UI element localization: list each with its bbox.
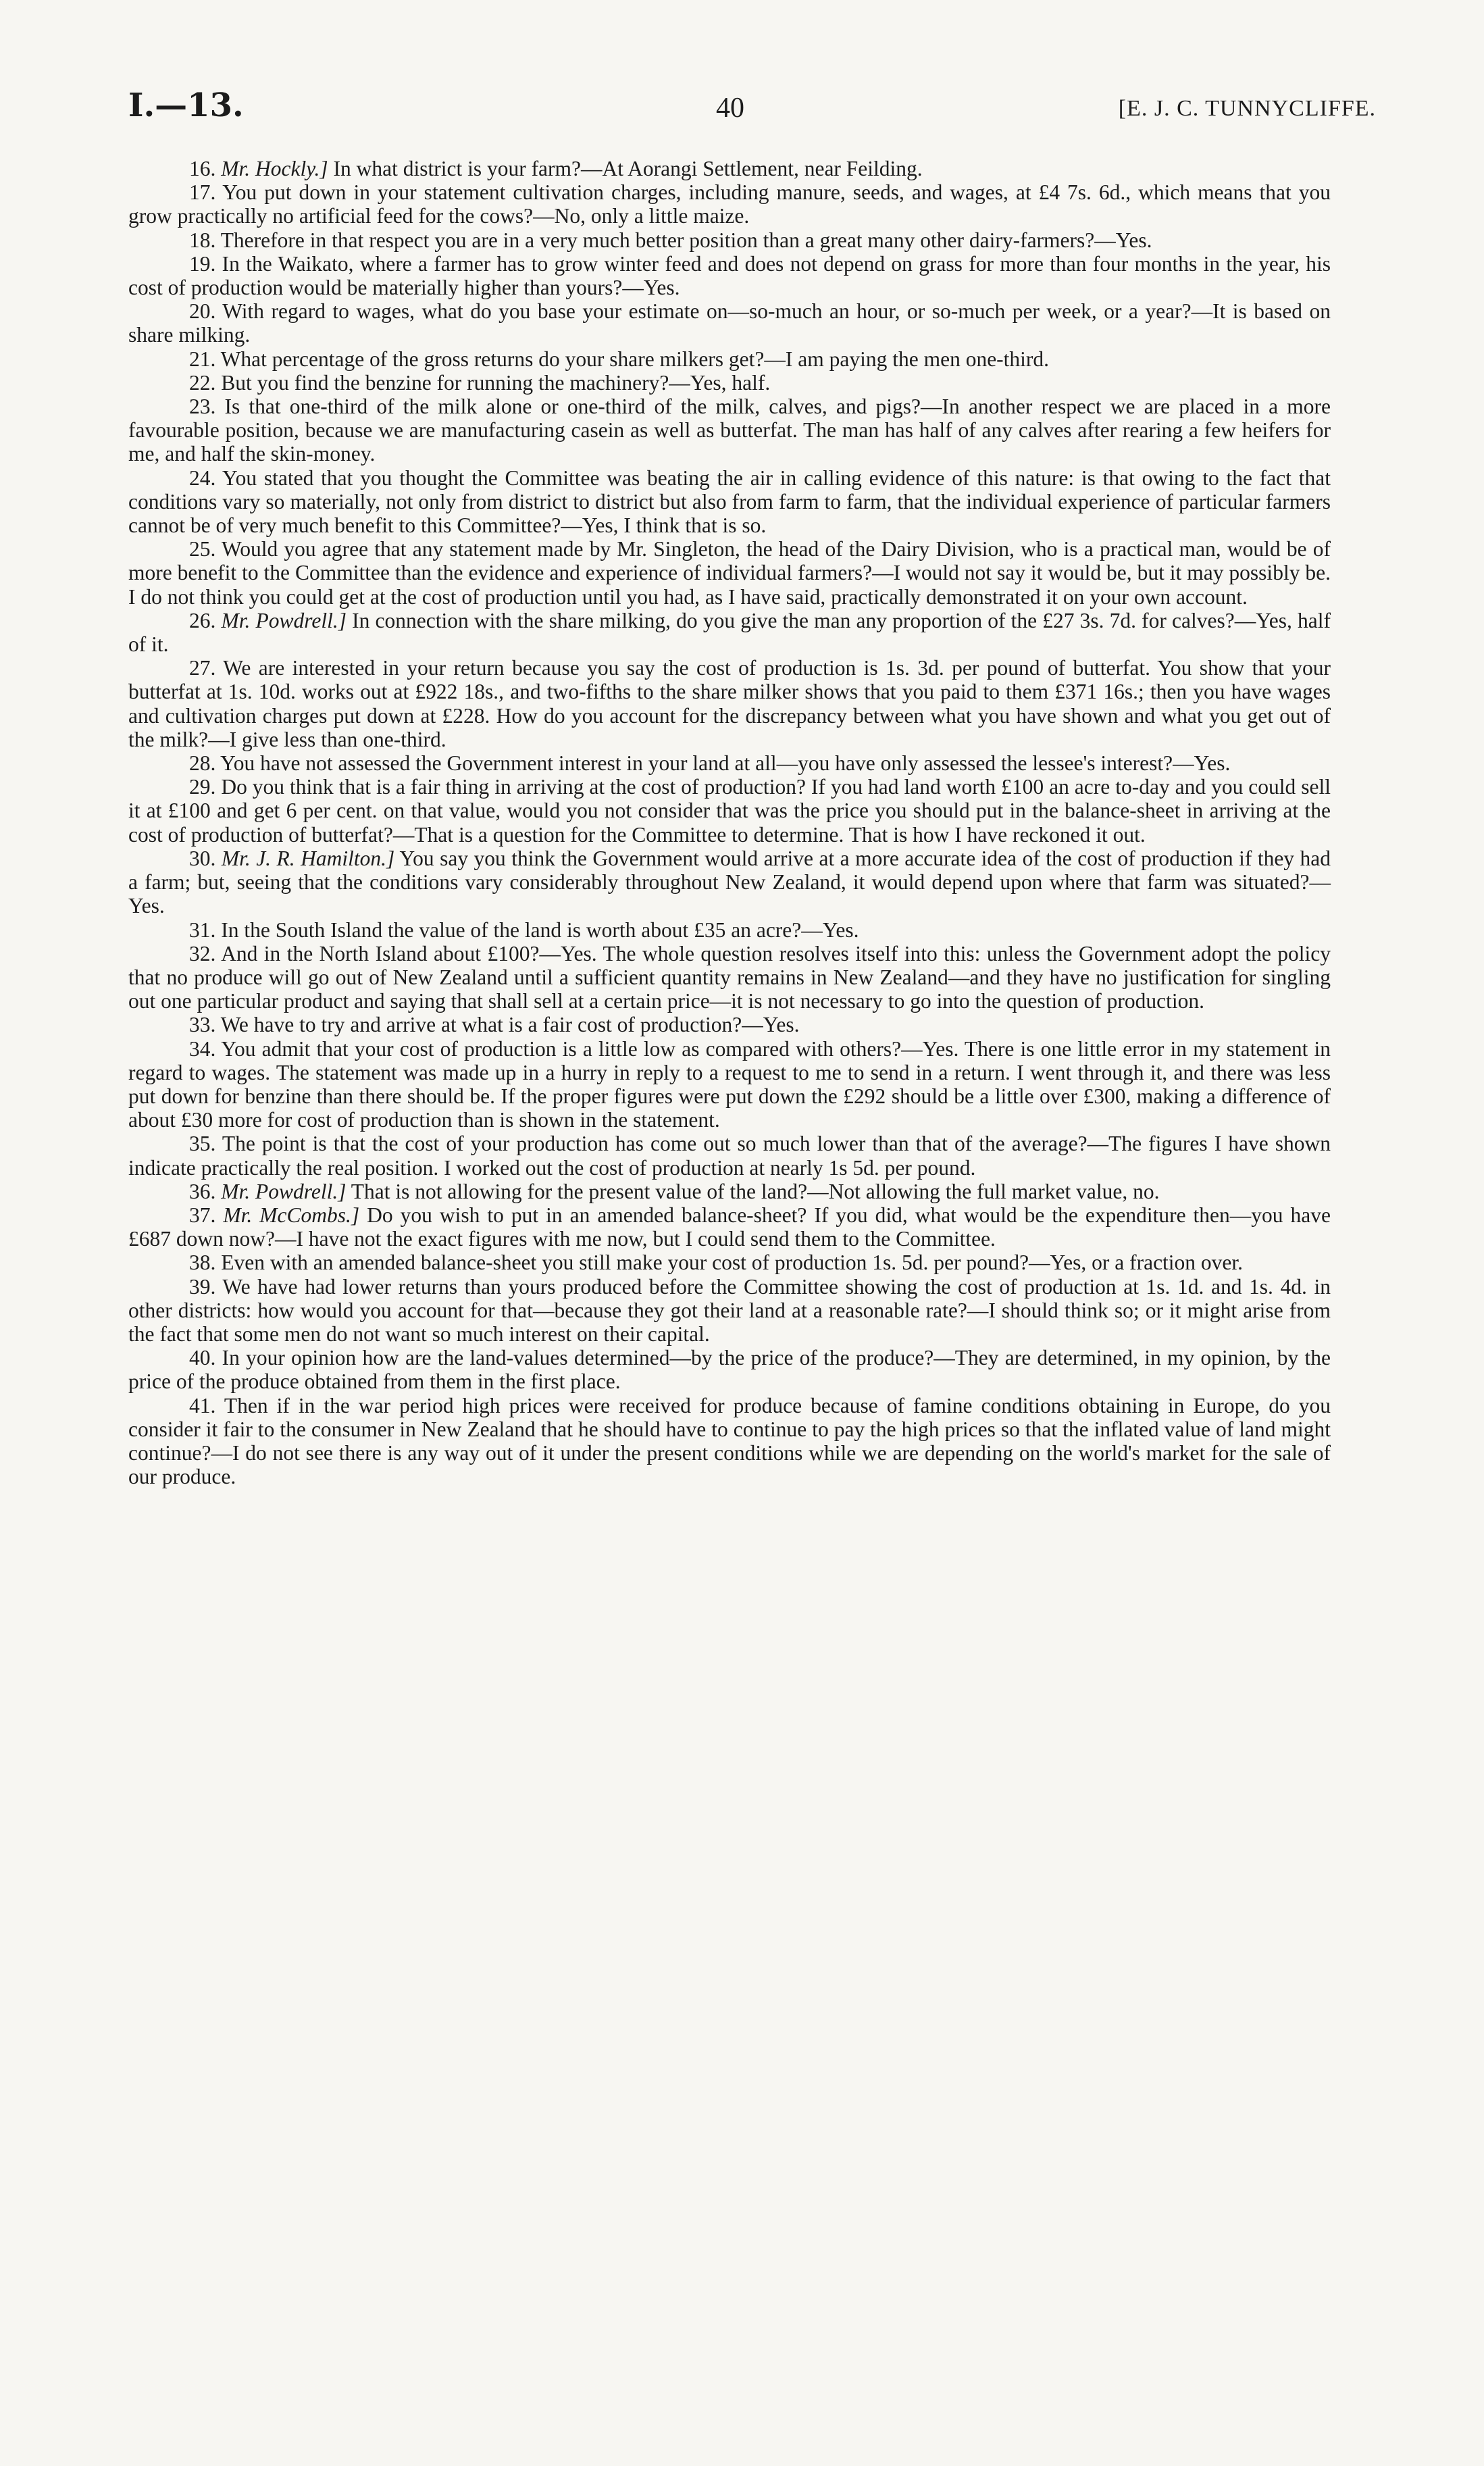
question-paragraph [128,157,1331,180]
question-number: 30. [189,846,216,870]
question-number: 24. [189,465,216,490]
question-text: In the Waikato, where a farmer has to grow winter feed and does not depend on grass for more than four months in the year, his cost of production would be materially higher than yours?—Yes. [128,251,1331,300]
speaker-name: Mr. Powdrell.] [221,608,347,632]
question-paragraph [128,847,1331,918]
question-number: 38. [189,1251,216,1275]
question-number: 19. [189,251,216,276]
question-paragraph [128,656,1331,751]
question-text: You have not assessed the Government interest in your land at all—you have only assessed the lessee's interest?—Yes. [220,751,1231,776]
question-paragraph [128,942,1331,1013]
question-number: 36. [189,1179,216,1203]
question-text: In the South Island the value of the land is worth about £35 an acre?—Yes. [221,917,859,942]
question-text: We are interested in your return because you say the cost of production is 1s. 3d. per pound of butterfat. You show that your butterfat at 1s. 10d. works out at £922 18s., and two-fifths to the share milker shows that you paid to them £371 16s.; then you have wages and cultivation charges put down at £228. How do you account for the discrepancy between what you have shown and what you get out of the milk?—I give less than one-third. [128,656,1331,751]
question-text: Do you think that is a fair thing in arriving at the cost of production? If you had land worth £100 an acre to-day and you could sell it at £100 and get 6 per cent. on that value, would you not consider that was the price you should put in the balance-sheet in arriving at the cost of production of butterfat?—That is a question for the Committee to determine. That is how I have reckoned it out. [128,775,1331,847]
question-number: 20. [189,299,216,324]
question-paragraph [128,609,1331,656]
question-text: Then if in the war period high prices were received for produce because of famine conditions obtaining in Europe, do you consider it fair to the consumer in New Zealand that he should have to continue to pay the high prices so that the inflated value of land might continue?—I do not see there is any way out of it under the present conditions while we are depending on the world's market for the sale of our produce. [128,1393,1331,1489]
question-paragraph [128,1203,1331,1251]
question-text: Do you wish to put in an amended balance-sheet? If you did, what would be the expenditure then—you have £687 down now?—I have not the exact figures with me now, but I could send them to the Committee. [128,1203,1331,1251]
question-number: 18. [189,228,216,252]
question-number: 17. [189,180,216,205]
question-number: 35. [189,1132,216,1156]
question-text: In your opinion how are the land-values determined—by the price of the produce?—They are determined, in my opinion, by the price of the produce obtained from them in the first place. [128,1346,1331,1394]
question-number: 25. [189,537,216,561]
question-text: Even with an amended balance-sheet you still make your cost of production 1s. 5d. per pound?—Yes, or a fraction over. [221,1251,1244,1275]
question-paragraph [128,1132,1331,1179]
question-paragraph [128,228,1331,252]
question-paragraph [128,299,1331,347]
question-paragraph [128,537,1331,609]
question-text: The point is that the cost of your production has come out so much lower than that of the average?—The figures I have shown indicate practically the real position. I worked out the cost of production at nearly 1s 5d. per pound. [128,1132,1331,1180]
question-number: 28. [189,751,216,776]
witness-name: [E. J. C. TUNNYCLIFFE. [1118,96,1376,121]
speaker-name: Mr. Powdrell.] [221,1179,347,1203]
speaker-name: Mr. J. R. Hamilton.] [221,846,395,870]
question-number: 32. [189,941,216,965]
question-text: With regard to wages, what do you base your estimate on—so-much an hour, or so-much per week, or a year?—It is based on share milking. [128,299,1331,347]
question-paragraph [128,252,1331,299]
question-text: In connection with the share milking, do you give the man any proportion of the £27 3s. 7d. for calves?—Yes, half of it. [128,608,1331,657]
page-number: 40 [716,93,744,124]
page-header [0,86,1484,141]
question-paragraph [128,371,1331,395]
document-reference: I.—13. [128,86,244,124]
question-paragraph [128,1013,1331,1036]
question-number: 34. [189,1036,216,1061]
question-number: 26. [189,608,216,632]
question-number: 29. [189,775,216,799]
question-text: Would you agree that any statement made by Mr. Singleton, the head of the Dairy Division, who is a practical man, would be of more benefit to the Committee than the evidence and experience of individual farmers?—I would not say it would be, but it may possibly be. I do not think you could get at the cost of production until you had, as I have said, practically demonstrated it on your own account. [128,537,1331,609]
question-text: What percentage of the gross returns do your share milkers get?—I am paying the men one-third. [220,347,1050,371]
question-number: 37. [189,1203,216,1227]
question-paragraph [128,466,1331,538]
question-text: But you find the benzine for running the machinery?—Yes, half. [221,370,771,395]
question-number: 41. [189,1393,216,1417]
speaker-name: Mr. Hockly.] [221,157,328,180]
question-paragraph [128,1346,1331,1393]
question-paragraph [128,347,1331,371]
question-number: 31. [189,917,216,942]
question-text: We have to try and arrive at what is a fair cost of production?—Yes. [220,1013,800,1037]
question-number: 27. [189,656,216,680]
question-number: 22. [189,370,216,395]
question-paragraph [128,1275,1331,1347]
question-text: That is not allowing for the present value of the land?—Not allowing the full market value, no. [346,1179,1160,1203]
question-number: 23. [189,395,216,419]
question-paragraph [128,180,1331,228]
question-text: You admit that your cost of production is a little low as compared with others?—Yes. There is one little error in my statement in regard to wages. The statement was made up in a hurry in reply to a request to me to send in a return. I went through it, and there was less put down for benzine than there should be. If the proper figures were put down the £292 should be a little over £300, making a difference of about £30 more for cost of production than is shown in the statement. [128,1036,1331,1132]
question-paragraph [128,1180,1331,1203]
question-text: In what district is your farm?—At Aorangi Settlement, near Feilding. [328,157,923,180]
evidence-text [128,157,1331,1488]
question-text: You put down in your statement cultivation charges, including manure, seeds, and wages, at £4 7s. 6d., which means that you grow practically no artificial feed for the cows?—No, only a little maize. [128,180,1331,228]
question-text: You stated that you thought the Committee was beating the air in calling evidence of this nature: is that owing to the fact that conditions vary so materially, not only from district to district but also from farm to farm, that the individual experience of particular farmers cannot be of very much benefit to this Committee?—Yes, I think that is so. [128,465,1331,538]
question-text: Therefore in that respect you are in a very much better position than a great many other dairy-farmers?—Yes. [220,228,1152,252]
question-number: 16. [189,157,216,180]
question-text: And in the North Island about £100?—Yes. The whole question resolves itself into this: unless the Government adopt the policy that no produce will go out of New Zealand until a sufficient quantity remains in New Zealand—and they have no justification for singling out one particular product and saying that shall sell at a certain price—it is not necessary to go into the question of production. [128,941,1331,1013]
question-paragraph [128,1037,1331,1132]
question-paragraph [128,1251,1331,1274]
question-number: 40. [189,1346,216,1370]
question-number: 33. [189,1013,216,1037]
question-paragraph [128,775,1331,847]
speaker-name: Mr. McCombs.] [223,1203,360,1227]
question-number: 39. [189,1274,216,1299]
question-text: We have had lower returns than yours produced before the Committee showing the cost of production at 1s. 1d. and 1s. 4d. in other districts: how would you account for that—because they got their land at a reasonable rate?—I should think so; or it might arise from the fact that some men do not want so much interest on their capital. [128,1274,1331,1346]
question-text: Is that one-third of the milk alone or one-third of the milk, calves, and pigs?—In another respect we are placed in a more favourable position, because we are manufacturing casein as well as butterfat. The man has half of any calves after rearing a few heifers for me, and half the skin-money. [128,395,1331,466]
question-text: You say you think the Government would arrive at a more accurate idea of the cost of production if they had a farm; but, seeing that the conditions vary considerably throughout New Zealand, it would depend upon where that farm was situated?—Yes. [128,846,1331,918]
question-paragraph [128,751,1331,775]
question-paragraph [128,918,1331,942]
question-number: 21. [189,347,216,371]
question-paragraph [128,1394,1331,1489]
question-paragraph [128,395,1331,466]
